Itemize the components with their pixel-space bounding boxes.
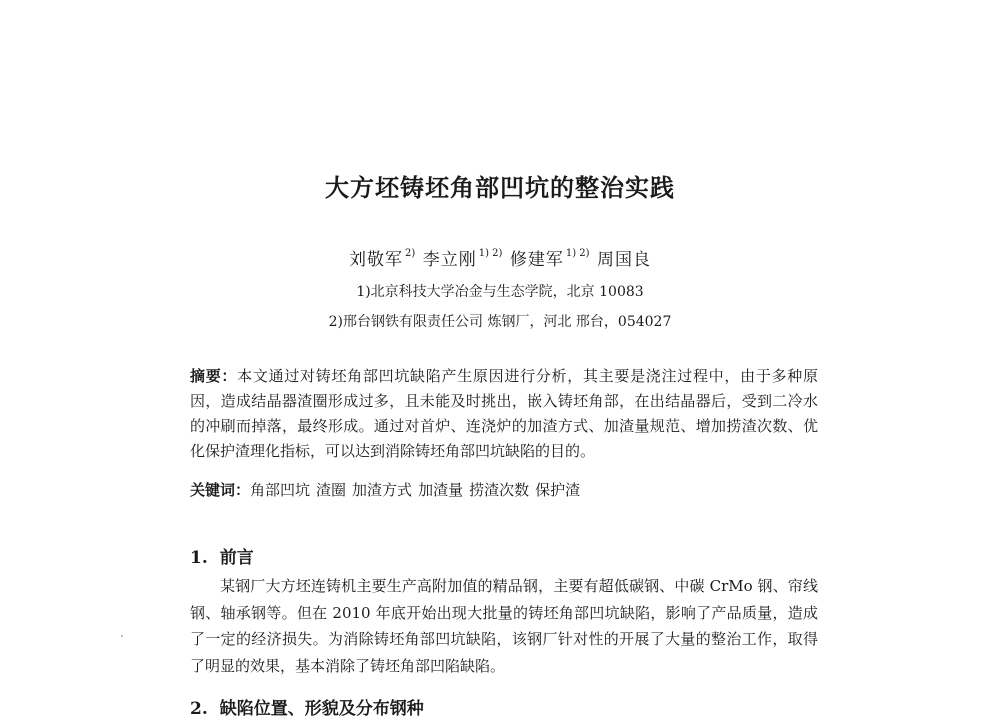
abstract-label: 摘要：: [190, 367, 238, 385]
keywords: [190, 478, 818, 503]
author-affiliation-mark: 2): [405, 248, 416, 260]
section-title: 缺陷位置、形貌及分布钢种: [219, 699, 424, 719]
abstract: [190, 364, 818, 464]
abstract-text: 本文通过对铸坯角部凹坑缺陷产生原因进行分析，其主要是浇注过程中，由于多种原因，造成结晶器渣圈形成过多，且未能及时挑出，嵌入铸坯角部，在出结晶器后，受到二冷水的冲刷而掉落，最终形成。通过对首炉、连浇炉的加渣方式、加渣量规范、增加捞渣次数、优化保护渣理化指标，可以达到消除铸坯角部凹坑缺陷的目的。: [190, 367, 818, 460]
section-heading-introduction: [190, 543, 254, 568]
author-affiliation-mark: 1) 2): [478, 248, 503, 260]
section-number: 1.: [190, 548, 208, 568]
keyword: 加渣量: [418, 481, 464, 499]
keyword: 渣圈: [316, 481, 347, 499]
keyword: 加渣方式: [352, 481, 413, 499]
author-name: 李立刚: [422, 250, 477, 270]
author-name: 周国良: [596, 250, 651, 270]
section-number: 2.: [190, 699, 208, 719]
keywords-label: 关键词：: [190, 481, 251, 499]
paper-title: 大方坯铸坯角部凹坑的整治实践: [325, 174, 675, 202]
author-line: [0, 245, 1000, 270]
author-name: 刘敬军: [349, 250, 404, 270]
section-body-introduction: 某钢厂大方坯连铸机主要生产高附加值的精品钢，主要有超低碳钢、中碳 CrMo 钢、帘线钢、轴承钢等。但在 2010 年底开始出现大批量的铸坯角部凹坑缺陷，影响了产品质量，造成了一定的经济损失。为消除铸坯角部凹坑缺陷，该钢厂针对性的开展了大量的整治工作，取得了明显的效果，基本消除了铸坯角部凹陷缺陷。: [190, 577, 818, 675]
section-title: 前言: [219, 548, 254, 568]
author-affiliation-mark: 1) 2): [565, 248, 590, 260]
keyword: 保护渣: [535, 481, 581, 499]
scan-speck: [121, 635, 123, 637]
affiliation-2: 2)邢台钢铁有限责任公司 炼钢厂，河北 邢台，054027: [328, 314, 672, 330]
keyword: 角部凹坑: [250, 481, 311, 499]
author-name: 修建军: [509, 250, 564, 270]
keyword: 捞渣次数: [469, 481, 530, 499]
section-heading-defects: [190, 694, 424, 719]
affiliation-1: 1)北京科技大学冶金与生态学院，北京 10083: [356, 284, 644, 300]
